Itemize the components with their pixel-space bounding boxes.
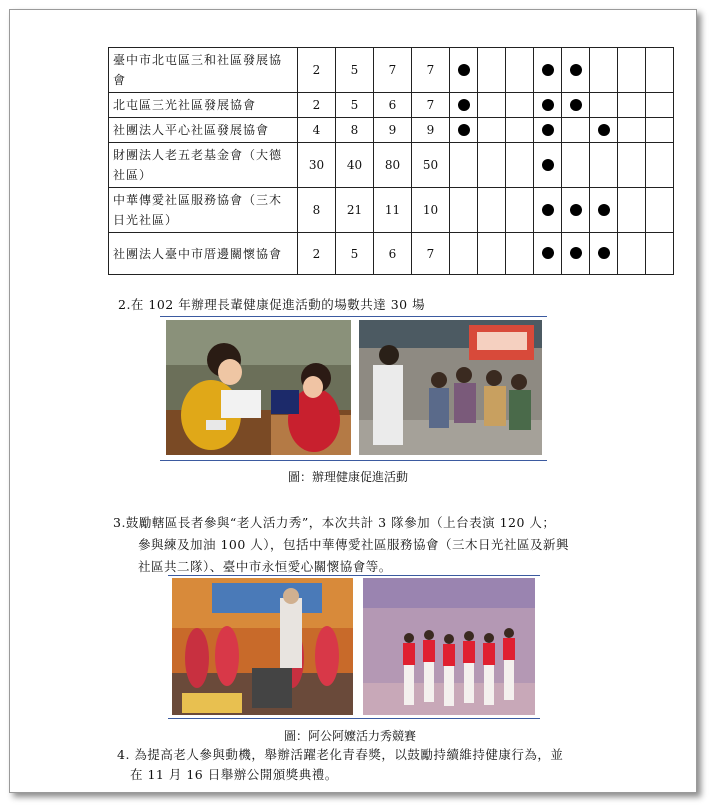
marker-cell bbox=[478, 188, 506, 233]
section2-top-rule bbox=[160, 316, 547, 317]
section3-line2: 參與練及加油 100 人），包括中華傳愛社區服務協會（三木日光社區及新興 bbox=[138, 537, 570, 552]
marker-cell bbox=[646, 188, 674, 233]
filled-circle-icon bbox=[598, 204, 610, 216]
activity-table bbox=[108, 47, 674, 275]
org-name-cell: 中華傳愛社區服務協會（三木日光社區） bbox=[109, 188, 298, 233]
filled-circle-icon bbox=[542, 159, 554, 171]
marker-cell bbox=[506, 188, 534, 233]
table-row bbox=[109, 188, 674, 233]
marker-cell bbox=[562, 188, 590, 233]
marker-cell bbox=[618, 188, 646, 233]
org-name-cell: 臺中市北屯區三和社區發展協會 bbox=[109, 48, 298, 93]
section3-line3: 社區共二隊）、臺中市永恒愛心關懷協會等。 bbox=[138, 559, 392, 574]
count-cell: 5 bbox=[336, 48, 374, 93]
marker-cell bbox=[450, 188, 478, 233]
table-row bbox=[109, 118, 674, 143]
count-cell: 5 bbox=[336, 233, 374, 275]
marker-cell bbox=[562, 48, 590, 93]
marker-cell bbox=[590, 118, 618, 143]
count-cell: 9 bbox=[412, 118, 450, 143]
marker-cell bbox=[646, 48, 674, 93]
filled-circle-icon bbox=[570, 204, 582, 216]
marker-cell bbox=[478, 233, 506, 275]
marker-cell bbox=[618, 143, 646, 188]
count-cell: 30 bbox=[298, 143, 336, 188]
marker-cell bbox=[450, 143, 478, 188]
photo-blood-pressure bbox=[166, 320, 351, 455]
section2-bottom-rule bbox=[160, 460, 547, 461]
marker-cell bbox=[562, 93, 590, 118]
count-cell: 6 bbox=[374, 233, 412, 275]
count-cell: 2 bbox=[298, 48, 336, 93]
filled-circle-icon bbox=[570, 64, 582, 76]
filled-circle-icon bbox=[542, 204, 554, 216]
marker-cell bbox=[590, 143, 618, 188]
filled-circle-icon bbox=[542, 247, 554, 259]
section2-caption: 圖：辦理健康促進活動 bbox=[288, 470, 409, 484]
count-cell: 2 bbox=[298, 233, 336, 275]
filled-circle-icon bbox=[542, 99, 554, 111]
marker-cell bbox=[534, 233, 562, 275]
filled-circle-icon bbox=[542, 64, 554, 76]
marker-cell bbox=[646, 233, 674, 275]
marker-cell bbox=[646, 118, 674, 143]
count-cell: 6 bbox=[374, 93, 412, 118]
marker-cell bbox=[450, 233, 478, 275]
marker-cell bbox=[618, 233, 646, 275]
count-cell: 10 bbox=[412, 188, 450, 233]
section3-caption: 圖：阿公阿嬤活力秀競賽 bbox=[284, 729, 417, 743]
marker-cell bbox=[590, 188, 618, 233]
photo-red-team bbox=[363, 578, 535, 715]
filled-circle-icon bbox=[598, 124, 610, 136]
count-cell: 11 bbox=[374, 188, 412, 233]
marker-cell bbox=[450, 93, 478, 118]
marker-cell bbox=[506, 143, 534, 188]
marker-cell bbox=[590, 233, 618, 275]
filled-circle-icon bbox=[542, 124, 554, 136]
marker-cell bbox=[478, 143, 506, 188]
section4-line1: 4. 為提高老人參與動機，舉辦活躍老化青春獎，以鼓勵持續維持健康行為，並 bbox=[117, 747, 564, 762]
count-cell: 7 bbox=[412, 233, 450, 275]
filled-circle-icon bbox=[458, 124, 470, 136]
marker-cell bbox=[562, 233, 590, 275]
org-name-cell: 社團法人平心社區發展協會 bbox=[109, 118, 298, 143]
count-cell: 7 bbox=[374, 48, 412, 93]
count-cell: 21 bbox=[336, 188, 374, 233]
marker-cell bbox=[506, 48, 534, 93]
marker-cell bbox=[590, 48, 618, 93]
marker-cell bbox=[506, 233, 534, 275]
marker-cell bbox=[590, 93, 618, 118]
marker-cell bbox=[506, 93, 534, 118]
org-name-cell: 北屯區三光社區發展協會 bbox=[109, 93, 298, 118]
marker-cell bbox=[646, 143, 674, 188]
marker-cell bbox=[450, 118, 478, 143]
marker-cell bbox=[534, 48, 562, 93]
marker-cell bbox=[506, 118, 534, 143]
marker-cell bbox=[618, 118, 646, 143]
photo-seated-elders bbox=[359, 320, 542, 455]
section3-bottom-rule bbox=[168, 718, 540, 719]
count-cell: 9 bbox=[374, 118, 412, 143]
section3-line1: 3.鼓勵轄區長者參與“老人活力秀”，本次共計 3 隊參加（上台表演 120 人； bbox=[113, 515, 556, 530]
marker-cell bbox=[534, 143, 562, 188]
section4-line2: 在 11 月 16 日舉辦公開頒獎典禮。 bbox=[130, 767, 338, 782]
filled-circle-icon bbox=[570, 99, 582, 111]
count-cell: 4 bbox=[298, 118, 336, 143]
filled-circle-icon bbox=[570, 247, 582, 259]
filled-circle-icon bbox=[598, 247, 610, 259]
marker-cell bbox=[534, 93, 562, 118]
marker-cell bbox=[478, 48, 506, 93]
count-cell: 7 bbox=[412, 48, 450, 93]
org-name-cell: 財團法人老五老基金會（大德社區） bbox=[109, 143, 298, 188]
photo-stage-performance bbox=[172, 578, 353, 715]
marker-cell bbox=[562, 143, 590, 188]
count-cell: 2 bbox=[298, 93, 336, 118]
marker-cell bbox=[478, 93, 506, 118]
count-cell: 50 bbox=[412, 143, 450, 188]
marker-cell bbox=[618, 93, 646, 118]
filled-circle-icon bbox=[458, 99, 470, 111]
marker-cell bbox=[450, 48, 478, 93]
section2-heading: 2.在 102 年辦理長輩健康促進活動的場數共達 30 場 bbox=[118, 297, 426, 312]
count-cell: 7 bbox=[412, 93, 450, 118]
count-cell: 5 bbox=[336, 93, 374, 118]
marker-cell bbox=[534, 118, 562, 143]
section3-top-rule bbox=[168, 575, 540, 576]
count-cell: 8 bbox=[298, 188, 336, 233]
table-row bbox=[109, 48, 674, 93]
marker-cell bbox=[618, 48, 646, 93]
count-cell: 8 bbox=[336, 118, 374, 143]
filled-circle-icon bbox=[458, 64, 470, 76]
marker-cell bbox=[534, 188, 562, 233]
table-row bbox=[109, 93, 674, 118]
count-cell: 80 bbox=[374, 143, 412, 188]
marker-cell bbox=[646, 93, 674, 118]
org-name-cell: 社團法人臺中市厝邊關懷協會 bbox=[109, 233, 298, 275]
table-row bbox=[109, 143, 674, 188]
count-cell: 40 bbox=[336, 143, 374, 188]
marker-cell bbox=[562, 118, 590, 143]
table-row bbox=[109, 233, 674, 275]
marker-cell bbox=[478, 118, 506, 143]
